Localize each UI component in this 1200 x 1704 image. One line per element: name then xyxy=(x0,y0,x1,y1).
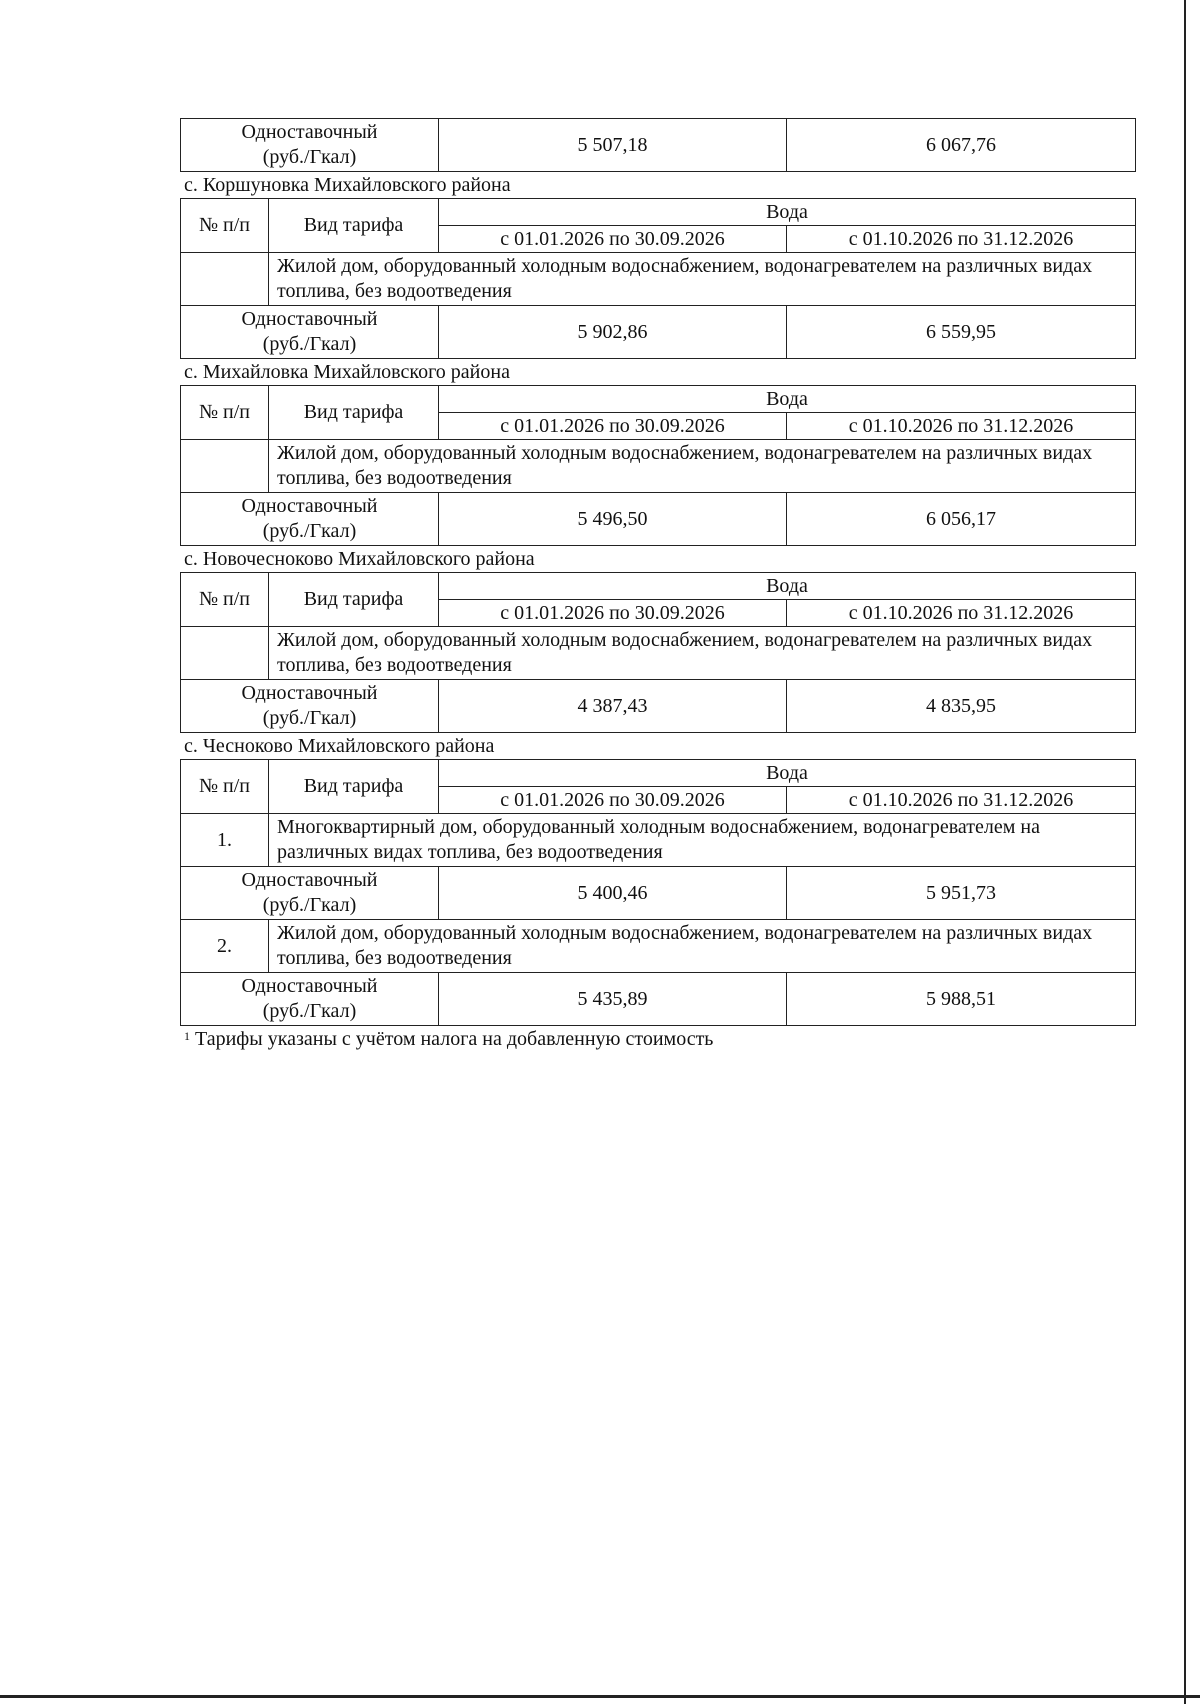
row-number: 1. xyxy=(181,814,269,867)
tariff-table xyxy=(180,198,1136,359)
tariff-value-period-1: 5 400,46 xyxy=(439,867,787,920)
row-number xyxy=(181,440,269,493)
document-content xyxy=(180,118,1135,1052)
tariff-value-period-2: 5 951,73 xyxy=(787,867,1136,920)
tariff-value-row xyxy=(181,493,1136,546)
header-period-2: с 01.10.2026 по 31.12.2026 xyxy=(787,226,1136,253)
village-title: с. Коршуновка Михайловского района xyxy=(184,174,511,196)
tariff-value-period-2: 4 835,95 xyxy=(787,680,1136,733)
tariff-type-cell xyxy=(181,973,439,1026)
header-num: № п/п xyxy=(181,386,269,440)
header-period-1: с 01.01.2026 по 30.09.2026 xyxy=(439,413,787,440)
header-period-1: с 01.01.2026 по 30.09.2026 xyxy=(439,600,787,627)
table-header-row xyxy=(181,573,1136,600)
tariff-type-cell xyxy=(181,493,439,546)
description-row xyxy=(181,627,1136,680)
consumer-description: Многоквартирный дом, оборудованный холодным водоснабжением, водонагревателем на различных видах топлива, без водоотведения xyxy=(269,814,1136,867)
tariff-type-label: Одноставочный xyxy=(241,495,378,517)
row-number xyxy=(181,253,269,306)
row-number: 2. xyxy=(181,920,269,973)
tariff-unit-label: (руб./Гкал) xyxy=(262,333,357,355)
tariff-unit-label: (руб./Гкал) xyxy=(262,894,357,916)
tariff-type-label: Одноставочный xyxy=(241,682,378,704)
tariff-type-cell xyxy=(181,306,439,359)
description-row xyxy=(181,440,1136,493)
consumer-description: Жилой дом, оборудованный холодным водоснабжением, водонагревателем на различных видах топлива, без водоотведения xyxy=(269,253,1136,306)
tariff-value-period-2: 6 559,95 xyxy=(787,306,1136,359)
tariff-value-period-1: 5 902,86 xyxy=(439,306,787,359)
tariff-type-cell xyxy=(181,119,439,172)
tariff-table xyxy=(180,759,1136,1026)
tariff-unit-label: (руб./Гкал) xyxy=(262,520,357,542)
tariff-table xyxy=(180,385,1136,546)
tariff-value-row xyxy=(181,867,1136,920)
row-number xyxy=(181,627,269,680)
tariff-unit-label: (руб./Гкал) xyxy=(262,707,357,729)
scan-edge-right xyxy=(1184,0,1186,1704)
header-tariff: Вид тарифа xyxy=(269,199,439,253)
header-tariff: Вид тарифа xyxy=(269,386,439,440)
tariff-type-cell xyxy=(181,680,439,733)
description-row xyxy=(181,814,1136,867)
header-period-2: с 01.10.2026 по 31.12.2026 xyxy=(787,413,1136,440)
tariff-table-continuation xyxy=(180,118,1136,172)
tariff-unit-label: (руб./Гкал) xyxy=(262,1000,357,1022)
footnote xyxy=(180,1026,1135,1052)
tariff-value-period-1: 5 507,18 xyxy=(439,119,787,172)
tariff-value-period-1: 4 387,43 xyxy=(439,680,787,733)
tariff-table xyxy=(180,572,1136,733)
tariff-type-cell xyxy=(181,867,439,920)
tariff-value-row xyxy=(181,119,1136,172)
header-water: Вода xyxy=(439,199,1136,226)
tariff-value-row xyxy=(181,973,1136,1026)
scan-edge-bottom xyxy=(0,1695,1200,1698)
description-row xyxy=(181,253,1136,306)
header-period-2: с 01.10.2026 по 31.12.2026 xyxy=(787,600,1136,627)
consumer-description: Жилой дом, оборудованный холодным водоснабжением, водонагревателем на различных видах топлива, без водоотведения xyxy=(269,920,1136,973)
tariff-value-row xyxy=(181,680,1136,733)
table-header-row xyxy=(181,760,1136,787)
header-num: № п/п xyxy=(181,760,269,814)
tariff-value-period-1: 5 435,89 xyxy=(439,973,787,1026)
tariff-value-row xyxy=(181,306,1136,359)
tariff-type-label: Одноставочный xyxy=(241,121,378,143)
consumer-description: Жилой дом, оборудованный холодным водоснабжением, водонагревателем на различных видах топлива, без водоотведения xyxy=(269,440,1136,493)
tariff-type-label: Одноставочный xyxy=(241,308,378,330)
header-water: Вода xyxy=(439,760,1136,787)
header-period-2: с 01.10.2026 по 31.12.2026 xyxy=(787,787,1136,814)
footnote-text: Тарифы указаны с учётом налога на добавленную стоимость xyxy=(195,1028,714,1050)
tariff-type-label: Одноставочный xyxy=(241,869,378,891)
header-tariff: Вид тарифа xyxy=(269,760,439,814)
village-title: с. Михайловка Михайловского района xyxy=(184,361,510,383)
header-tariff: Вид тарифа xyxy=(269,573,439,627)
tariff-value-period-2: 6 067,76 xyxy=(787,119,1136,172)
header-num: № п/п xyxy=(181,573,269,627)
tariff-type-label: Одноставочный xyxy=(241,975,378,997)
village-title: с. Новочесноково Михайловского района xyxy=(184,548,535,570)
tariff-value-period-1: 5 496,50 xyxy=(439,493,787,546)
description-row xyxy=(181,920,1136,973)
header-period-1: с 01.01.2026 по 30.09.2026 xyxy=(439,787,787,814)
table-header-row xyxy=(181,199,1136,226)
footnote-mark: 1 xyxy=(184,1029,190,1043)
table-header-row xyxy=(181,386,1136,413)
village-title: с. Чесноково Михайловского района xyxy=(184,735,495,757)
header-water: Вода xyxy=(439,386,1136,413)
tariff-value-period-2: 5 988,51 xyxy=(787,973,1136,1026)
header-water: Вода xyxy=(439,573,1136,600)
tariff-value-period-2: 6 056,17 xyxy=(787,493,1136,546)
tariff-unit-label: (руб./Гкал) xyxy=(262,146,357,168)
header-num: № п/п xyxy=(181,199,269,253)
consumer-description: Жилой дом, оборудованный холодным водоснабжением, водонагревателем на различных видах топлива, без водоотведения xyxy=(269,627,1136,680)
header-period-1: с 01.01.2026 по 30.09.2026 xyxy=(439,226,787,253)
